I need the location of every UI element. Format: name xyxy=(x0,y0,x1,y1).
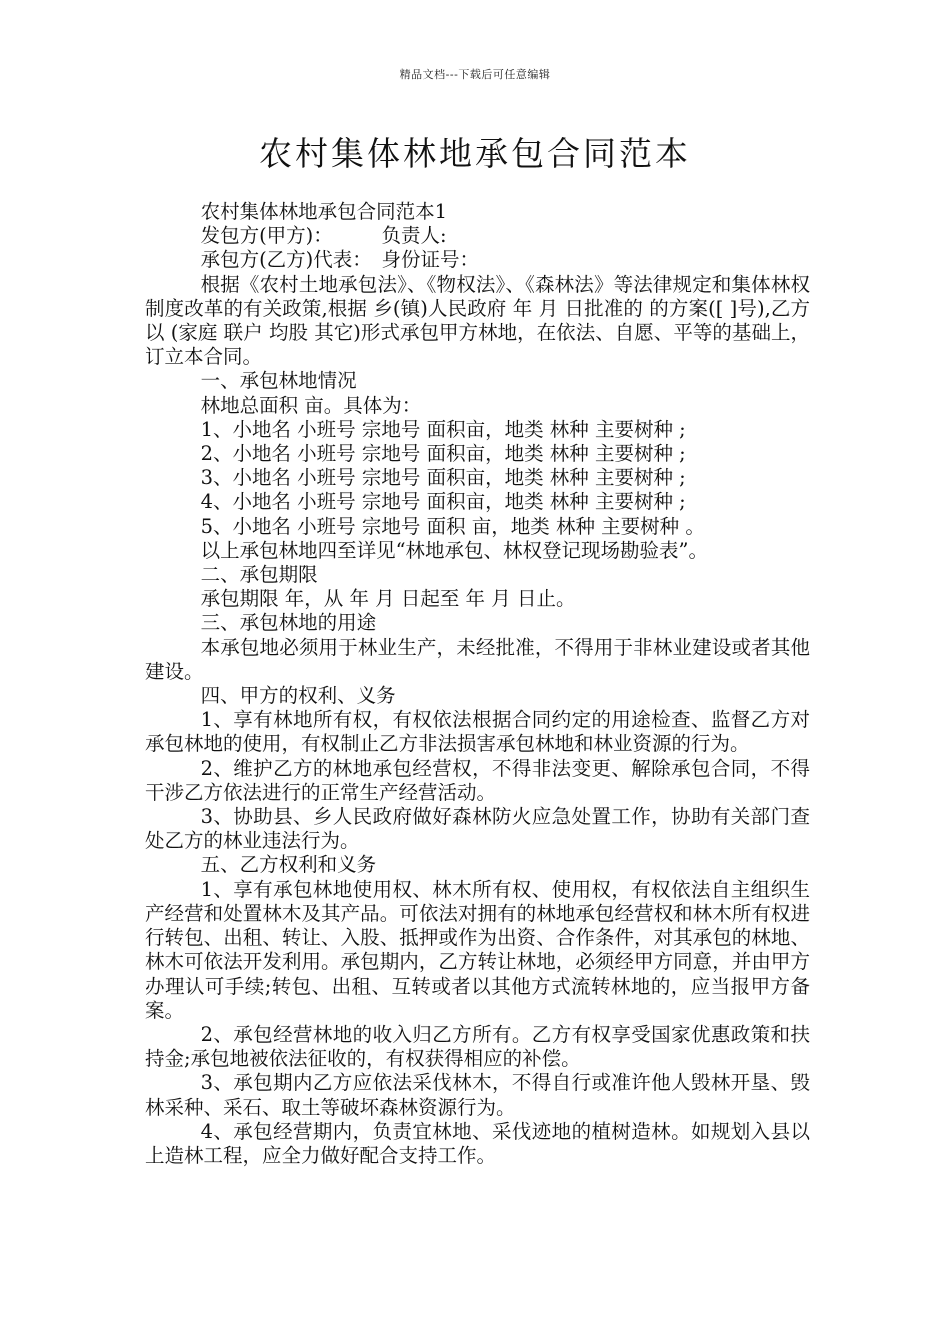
paragraph-party-b-right-3: 3、承包期内乙方应依法采伐林木，不得自行或准许他人毁林开垦、毁林采种、采石、取土等破坏森林资源行为。 xyxy=(145,1071,810,1119)
section-heading-5: 五、乙方权利和义务 xyxy=(200,853,377,877)
list-item-plot-1: 1、小地名 小班号 宗地号 面积亩，地类 林种 主要树种 ; xyxy=(200,417,686,441)
section-heading-2: 二、承包期限 xyxy=(200,563,318,587)
paragraph-term: 承包期限 年，从 年 月 日起至 年 月 日止。 xyxy=(200,587,576,611)
paragraph-party-a-right-2: 2、维护乙方的林地承包经营权，不得非法变更、解除承包合同，不得干涉乙方依法进行的正常生产经营活动。 xyxy=(145,756,810,804)
list-item-plot-3: 3、小地名 小班号 宗地号 面积亩，地类 林种 主要树种 ; xyxy=(200,466,686,490)
paragraph-party-a: 发包方(甲方)： 负责人: xyxy=(200,224,447,248)
list-item-plot-5: 5、小地名 小班号 宗地号 面积 亩，地类 林种 主要树种 。 xyxy=(200,514,705,538)
paragraph-usage: 本承包地必须用于林业生产，未经批准，不得用于非林业建设或者其他建设。 xyxy=(145,635,810,683)
document-title: 农村集体林地承包合同范本 xyxy=(259,134,691,173)
section-heading-1: 一、承包林地情况 xyxy=(200,369,357,393)
paragraph-total-area: 林地总面积 亩。具体为： xyxy=(200,393,422,417)
list-item-plot-4: 4、小地名 小班号 宗地号 面积亩，地类 林种 主要树种 ; xyxy=(200,490,686,514)
paragraph-party-a-right-3: 3、协助县、乡人民政府做好森林防火应急处置工作，协助有关部门查处乙方的林业违法行为。 xyxy=(145,805,810,853)
section-heading-4: 四、甲方的权利、义务 xyxy=(200,684,396,708)
paragraph-preamble: 根据《农村土地承包法》、《物权法》、《森林法》等法律规定和集体林权制度改革的有关政策,根据 乡(镇)人民政府 年 月 日批准的 的方案([ ]号),乙方以 (家庭 联户 均股 其它)形式承包甲方林地，在依法、自愿、平等的基础上，订立本合同。 xyxy=(145,272,810,369)
section-heading-3: 三、承包林地的用途 xyxy=(200,611,377,635)
paragraph-party-b-right-1: 1、享有承包林地使用权、林木所有权、使用权，有权依法自主组织生产经营和处置林木及其产品。可依法对拥有的林地承包经营权和林木所有权进行转包、出租、转让、入股、抵押或作为出资、合作条件，对其承包的林地、林木可依法开发利用。承包期内，乙方转让林地，必须经甲方同意，并由甲方办理认可手续;转包、出租、互转或者以其他方式流转林地的，应当报甲方备案。 xyxy=(145,877,810,1022)
paragraph-party-b-right-4: 4、承包经营期内，负责宜林地、采伐迹地的植树造林。如规划入县以上造林工程，应全力做好配合支持工作。 xyxy=(145,1119,810,1167)
paragraph-subtitle: 农村集体林地承包合同范本1 xyxy=(200,200,447,223)
page-header-note: 精品文档---下载后可任意编辑 xyxy=(399,68,551,81)
paragraph-boundaries: 以上承包林地四至详见“林地承包、林权登记现场勘验表”。 xyxy=(200,538,709,562)
paragraph-party-b-right-2: 2、承包经营林地的收入归乙方所有。乙方有权享受国家优惠政策和扶持金;承包地被依法征收的，有权获得相应的补偿。 xyxy=(145,1022,810,1071)
paragraph-party-b: 承包方(乙方)代表： 身份证号： xyxy=(200,248,480,272)
document-body xyxy=(145,200,810,1168)
list-item-plot-2: 2、小地名 小班号 宗地号 面积亩，地类 林种 主要树种 ; xyxy=(200,442,686,466)
paragraph-party-a-right-1: 1、享有林地所有权，有权依法根据合同约定的用途检查、监督乙方对承包林地的使用，有权制止乙方非法损害承包林地和林业资源的行为。 xyxy=(145,708,810,756)
